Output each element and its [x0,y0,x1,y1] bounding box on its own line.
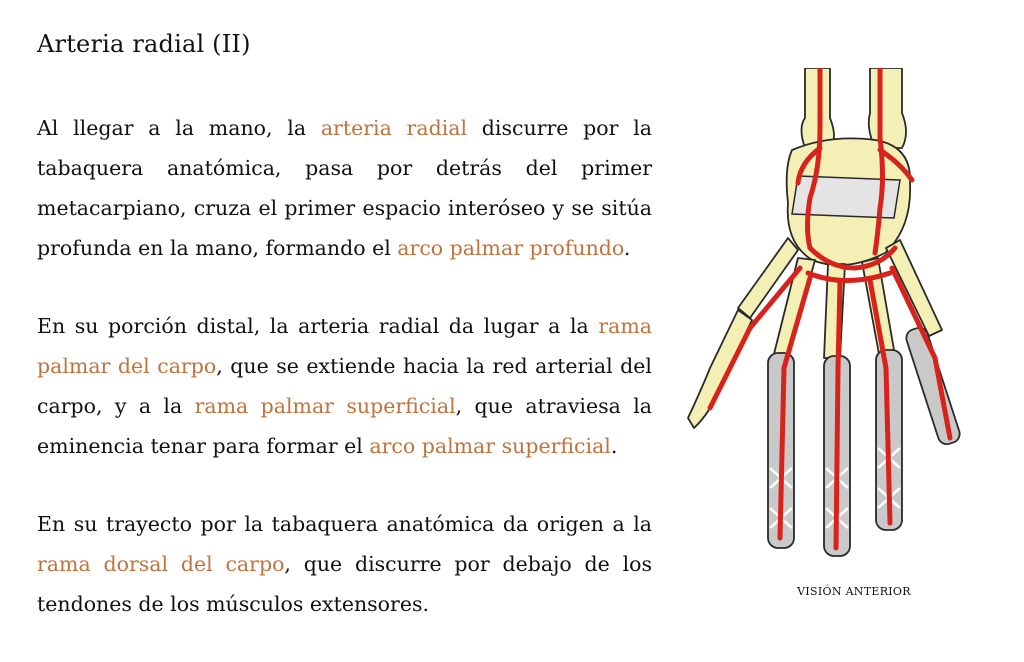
paragraph-3 [37,504,652,624]
term-arco-palmar-profundo[interactable]: arco palmar profundo [397,236,624,260]
term-arco-palmar-superficial[interactable]: arco palmar superficial [369,434,611,458]
paragraph-1 [37,108,652,268]
thumb-phalanges [688,310,752,428]
term-rama-dorsal-del-carpo[interactable]: rama dorsal del carpo [37,552,285,576]
hand-arteries-drawing [680,68,1020,568]
paragraph-2 [37,306,652,466]
text-segment: . [610,434,618,458]
term-rama-palmar-superficial[interactable]: rama palmar superficial [194,394,456,418]
text-segment: En su trayecto por la tabaquera anatómica da origen a la [37,512,652,536]
term-arteria-radial[interactable]: arteria radial [320,116,468,140]
text-segment: . [623,236,631,260]
text-segment: En su porción distal, la arteria radial da lugar a la [37,314,599,338]
figure-caption: VISIÓN ANTERIOR [797,585,911,598]
term-rama-palmar-del-carpo[interactable]: rama palmar del carpo [37,314,652,378]
text-segment: , que atraviesa la eminencia tenar para formar el [37,394,652,458]
text-segment: Al llegar a la mano, la [37,116,321,140]
metacarpal-little [886,240,942,336]
text-segment: , que discurre por debajo de los tendones de los músculos extensores. [37,552,653,616]
page-title: Arteria radial (II) [37,30,251,58]
ulna-bone [869,68,906,148]
tendon-little [904,326,962,447]
hand-anatomy-illustration [680,68,1020,568]
text-segment: , que se extiende hacia la red arterial del carpo, y a la [37,354,652,418]
body-text [37,108,652,662]
text-segment: discurre por la tabaquera anatómica, pasa por detrás del primer metacarpiano, cruza el primer espacio interóseo y se sitúa profunda en la mano, formando el [37,116,652,260]
